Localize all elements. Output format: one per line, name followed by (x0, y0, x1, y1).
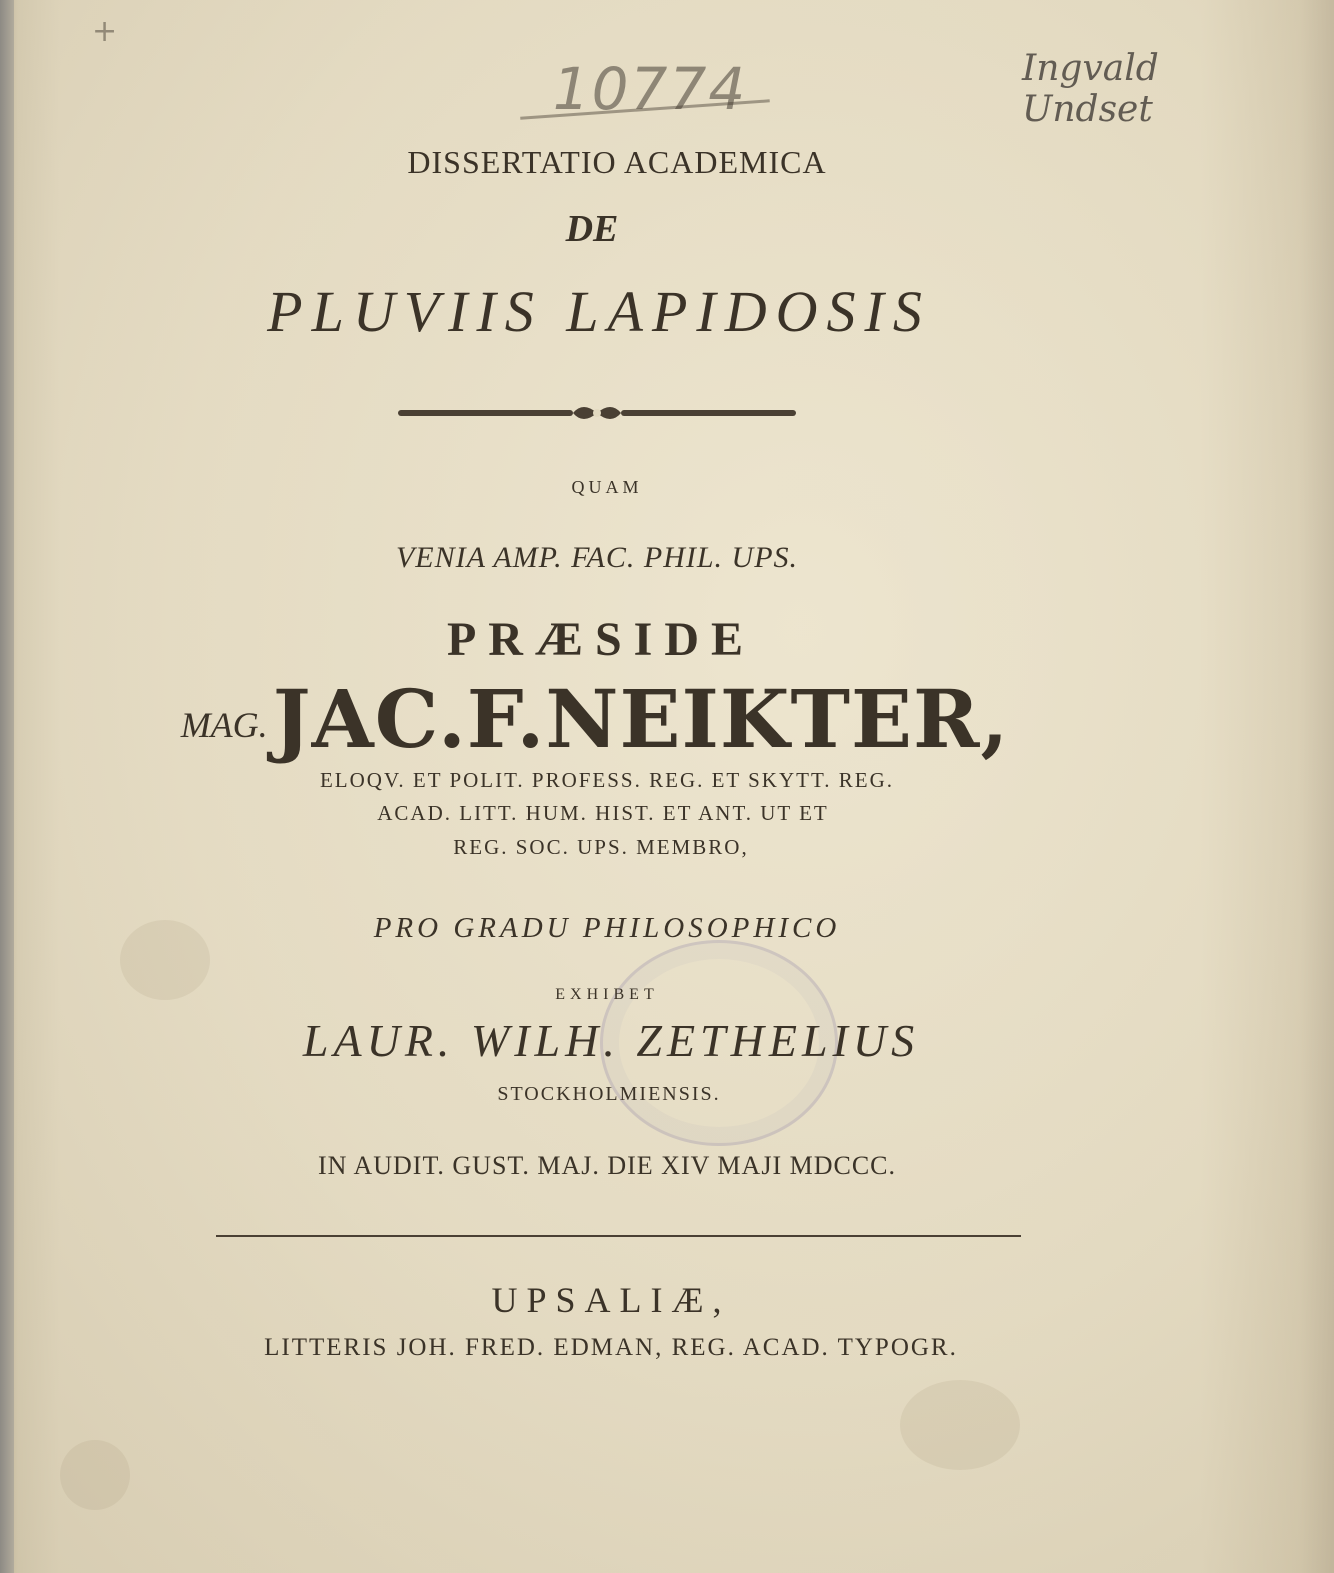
heading-de: DE (565, 208, 619, 250)
respondent-name: LAUR. WILH. ZETHELIUS (302, 1015, 920, 1066)
paper-stain (900, 1380, 1020, 1470)
praeses-titles-line-3: REG. SOC. UPS. MEMBRO, (453, 835, 749, 859)
line-quam: QUAM (571, 477, 643, 497)
line-exhibet: EXHIBET (555, 986, 659, 1003)
date-line: IN AUDIT. GUST. MAJ. DIE XIV MAJI MDCCC. (317, 1151, 897, 1180)
imprint-printer: LITTERIS JOH. FRED. EDMAN, REG. ACAD. TYPOGR. (264, 1334, 958, 1361)
praeses-name: JAC.F.NEIKTER, (272, 672, 1010, 766)
main-title: PLUVIIS LAPIDOSIS (267, 279, 931, 344)
praeses-titles-line-2: ACAD. LITT. HUM. HIST. ET ANT. UT ET (377, 801, 829, 825)
line-venia: VENIA AMP. FAC. PHIL. UPS. (395, 541, 799, 574)
line-praeside: PRÆSIDE (446, 613, 756, 666)
imprint-place: UPSALIÆ, (491, 1280, 731, 1320)
praeses-prefix: MAG. (180, 705, 268, 745)
corner-mark: + (92, 14, 118, 49)
handwritten-shelf-number: 10774 (552, 55, 748, 123)
decorative-rule-ornament (398, 401, 796, 425)
praeses-titles-line-1: ELOQV. ET POLIT. PROFESS. REG. ET SKYTT. REG. (319, 768, 894, 792)
respondent-origin: STOCKHOLMIENSIS. (497, 1083, 721, 1105)
line-pro-gradu: PRO GRADU PHILOSOPHICO (373, 912, 841, 944)
praeses-line (0, 672, 1262, 766)
paper-stain (60, 1440, 130, 1510)
handwritten-signature: Ingvald Undset (1022, 48, 1159, 130)
divider-rule (216, 1235, 1021, 1237)
heading-dissertatio: DISSERTATIO ACADEMICA (407, 144, 827, 180)
